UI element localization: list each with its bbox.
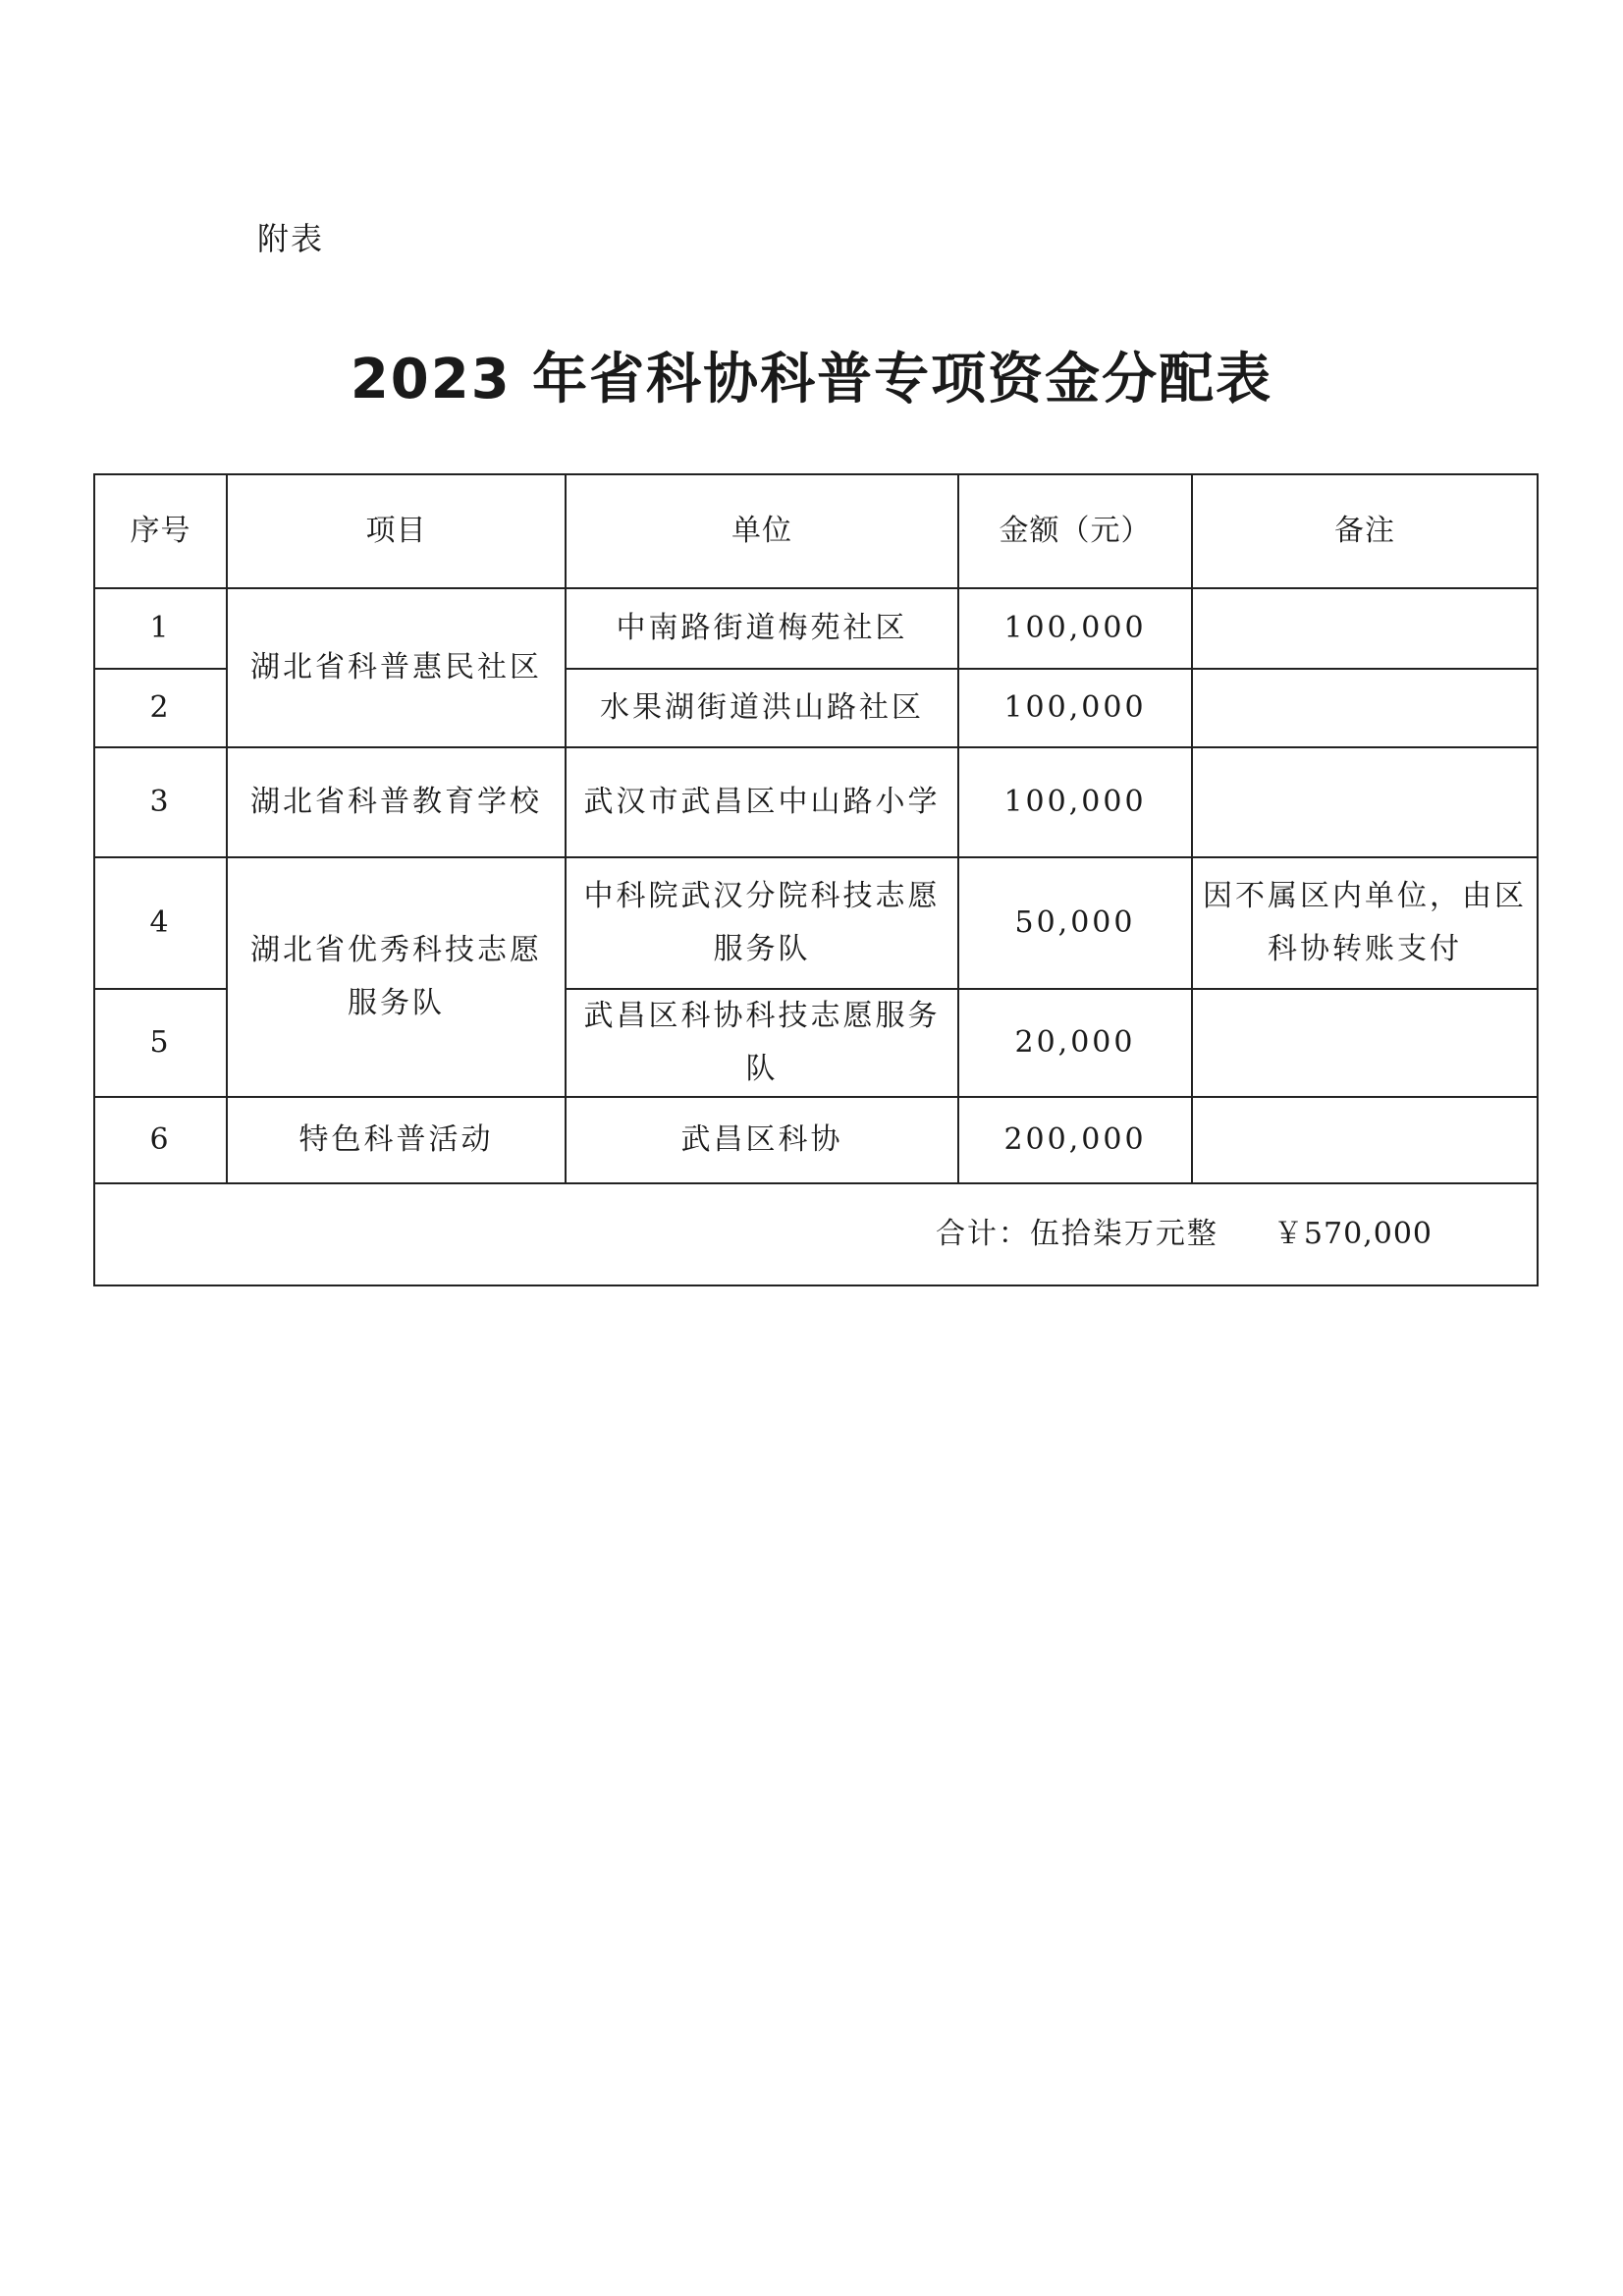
cell-unit: 中南路街道梅苑社区 <box>566 588 958 669</box>
cell-seq: 3 <box>94 747 227 857</box>
allocation-table <box>93 473 1539 1286</box>
total-label: 合计：伍拾柒万元整 <box>935 1217 1218 1251</box>
cell-seq: 1 <box>94 588 227 669</box>
cell-seq: 2 <box>94 669 227 747</box>
header-remark: 备注 <box>1192 474 1538 588</box>
table-row <box>94 857 1538 989</box>
cell-unit: 水果湖街道洪山路社区 <box>566 669 958 747</box>
cell-amount: 50,000 <box>958 857 1192 989</box>
appendix-label: 附表 <box>257 220 325 257</box>
table-row <box>94 588 1538 669</box>
cell-seq: 6 <box>94 1097 227 1183</box>
cell-unit: 中科院武汉分院科技志愿服务队 <box>566 857 958 989</box>
cell-remark <box>1192 1097 1538 1183</box>
cell-unit: 武汉市武昌区中山路小学 <box>566 747 958 857</box>
document-title: 2023 年省科协科普专项资金分配表 <box>350 348 1273 411</box>
cell-amount: 100,000 <box>958 588 1192 669</box>
table-row <box>94 747 1538 857</box>
cell-remark: 因不属区内单位，由区科协转账支付 <box>1192 857 1538 989</box>
cell-amount: 100,000 <box>958 669 1192 747</box>
header-amount: 金额（元） <box>958 474 1192 588</box>
total-cell <box>94 1183 1538 1285</box>
cell-amount: 20,000 <box>958 989 1192 1097</box>
cell-remark <box>1192 747 1538 857</box>
header-unit: 单位 <box>566 474 958 588</box>
cell-seq: 4 <box>94 857 227 989</box>
header-seq: 序号 <box>94 474 227 588</box>
cell-remark <box>1192 989 1538 1097</box>
cell-project: 湖北省优秀科技志愿服务队 <box>227 857 566 1097</box>
table-header-row <box>94 474 1538 588</box>
cell-seq: 5 <box>94 989 227 1097</box>
cell-amount: 100,000 <box>958 747 1192 857</box>
table-row <box>94 1097 1538 1183</box>
header-project: 项目 <box>227 474 566 588</box>
cell-unit: 武昌区科协 <box>566 1097 958 1183</box>
cell-amount: 200,000 <box>958 1097 1192 1183</box>
cell-remark <box>1192 588 1538 669</box>
cell-project: 特色科普活动 <box>227 1097 566 1183</box>
table-total-row <box>94 1183 1538 1285</box>
cell-remark <box>1192 669 1538 747</box>
cell-project: 湖北省科普惠民社区 <box>227 588 566 747</box>
cell-unit: 武昌区科协科技志愿服务队 <box>566 989 958 1097</box>
cell-project: 湖北省科普教育学校 <box>227 747 566 857</box>
total-amount: ￥570,000 <box>1272 1217 1433 1251</box>
